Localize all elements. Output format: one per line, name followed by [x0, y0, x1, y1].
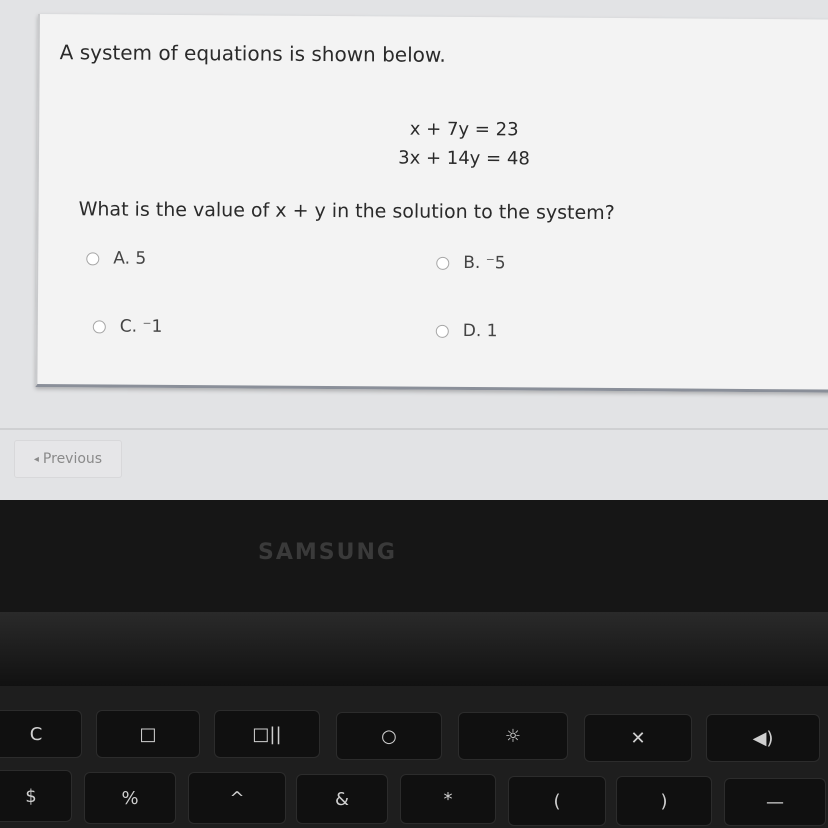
brightness-down-icon: ○ — [381, 725, 397, 747]
key-brightness-down — [336, 712, 442, 760]
key-refresh — [0, 710, 82, 758]
radio-button-icon[interactable] — [86, 252, 99, 265]
equation-1: x + 7y = 23 — [409, 118, 519, 141]
fullscreen-icon: □ — [139, 723, 157, 745]
radio-button-icon[interactable] — [436, 256, 449, 269]
chevron-left-icon: ◂ — [33, 453, 39, 465]
refresh-icon: C — [29, 723, 43, 745]
mute-icon: ✕ — [630, 727, 646, 749]
brightness-up-icon: ☼ — [504, 725, 522, 747]
key-volume-down — [706, 714, 820, 762]
key-label: & — [334, 788, 350, 810]
key-label: ) — [660, 790, 668, 812]
divider — [0, 428, 828, 430]
option-value: ⁻1 — [142, 316, 163, 337]
laptop-hinge — [0, 612, 828, 686]
key-label: % — [121, 787, 139, 809]
keyboard — [0, 686, 828, 828]
key-asterisk — [400, 774, 496, 824]
radio-button-icon[interactable] — [93, 320, 106, 333]
answer-option-d[interactable] — [436, 321, 498, 341]
previous-label: Previous — [42, 451, 103, 467]
key-label: * — [443, 788, 453, 810]
option-letter: A. — [113, 248, 131, 269]
key-ampersand — [296, 774, 388, 824]
answer-option-a[interactable] — [86, 248, 146, 268]
question-text: What is the value of x + y in the solution to the system? — [78, 198, 615, 225]
key-label: ( — [553, 790, 561, 812]
answer-option-b[interactable] — [436, 253, 505, 273]
key-mute — [584, 714, 692, 762]
key-caret — [188, 772, 286, 824]
option-letter: D. — [462, 320, 482, 342]
volume-down-icon: ◀) — [752, 727, 774, 749]
radio-button-icon[interactable] — [436, 324, 449, 337]
key-label: ^ — [229, 787, 245, 809]
key-right-paren — [616, 776, 712, 826]
question-prompt: A system of equations is shown below. — [59, 40, 446, 67]
key-brightness-up — [458, 712, 568, 760]
laptop-bezel — [0, 500, 828, 630]
option-value: 5 — [135, 248, 147, 269]
key-dollar — [0, 770, 72, 822]
option-letter: B. — [463, 252, 481, 274]
key-label: — — [766, 791, 784, 813]
option-value: 1 — [486, 321, 498, 342]
overview-icon: □|| — [252, 723, 282, 745]
question-card — [35, 14, 828, 393]
key-dash — [724, 778, 826, 826]
equation-2: 3x + 14y = 48 — [398, 147, 530, 170]
equation-system — [379, 114, 549, 173]
key-label: $ — [25, 785, 37, 807]
previous-button[interactable] — [14, 440, 122, 478]
brand-logo: SAMSUNG — [258, 540, 397, 565]
key-fullscreen — [96, 710, 200, 758]
key-left-paren — [508, 776, 606, 826]
option-value: ⁻5 — [485, 253, 506, 274]
answer-option-c[interactable] — [93, 316, 163, 336]
key-overview — [214, 710, 320, 758]
key-percent — [84, 772, 176, 824]
option-letter: C. — [119, 316, 138, 337]
